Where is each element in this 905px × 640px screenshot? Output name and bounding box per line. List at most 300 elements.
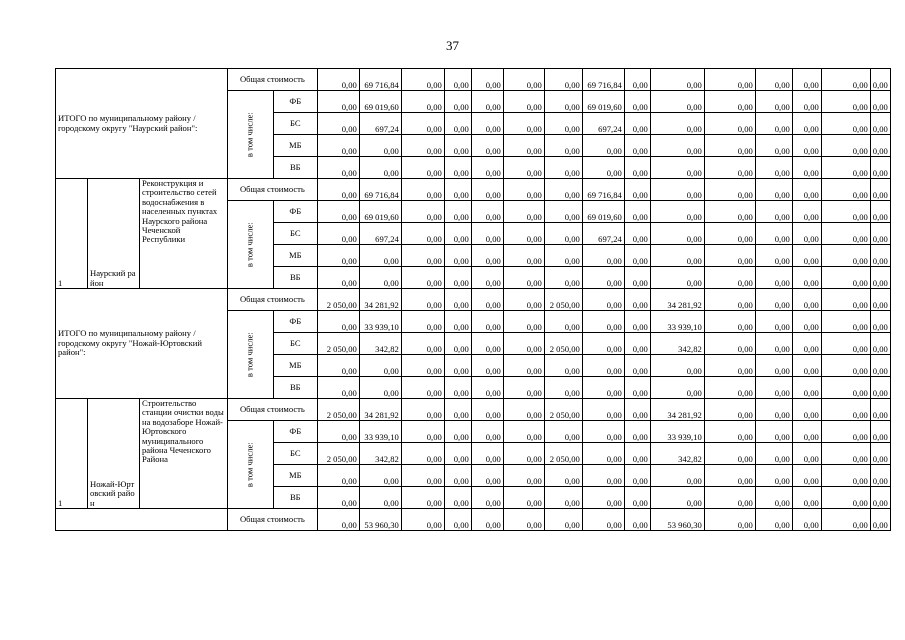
- district-name: Ножай-Юртовский район: [88, 399, 140, 509]
- value-cell: 0,00: [792, 289, 821, 311]
- value-cell: 0,00: [317, 135, 359, 157]
- value-cell: 0,00: [471, 377, 503, 399]
- value-cell: 0,00: [755, 443, 792, 465]
- value-cell: 0,00: [503, 399, 544, 421]
- value-cell: 0,00: [503, 91, 544, 113]
- value-cell: 0,00: [870, 157, 890, 179]
- value-cell: 0,00: [503, 377, 544, 399]
- value-cell: 0,00: [503, 69, 544, 91]
- value-cell: 697,24: [359, 113, 401, 135]
- value-cell: 0,00: [755, 157, 792, 179]
- value-cell: 0,00: [444, 421, 471, 443]
- value-cell: 0,00: [704, 509, 755, 531]
- value-cell: 0,00: [317, 377, 359, 399]
- value-cell: 0,00: [792, 509, 821, 531]
- value-cell: 0,00: [582, 245, 624, 267]
- in-that-label: в том числе:: [244, 332, 255, 377]
- value-cell: 697,24: [359, 223, 401, 245]
- value-cell: 0,00: [471, 289, 503, 311]
- value-cell: 0,00: [650, 245, 704, 267]
- value-cell: 0,00: [870, 201, 890, 223]
- value-cell: 0,00: [503, 113, 544, 135]
- value-cell: 0,00: [544, 179, 582, 201]
- value-cell: 0,00: [503, 355, 544, 377]
- value-cell: 0,00: [544, 157, 582, 179]
- value-cell: 0,00: [624, 289, 650, 311]
- budget-table: [55, 68, 891, 531]
- value-cell: 0,00: [544, 509, 582, 531]
- value-cell: 0,00: [401, 311, 444, 333]
- value-cell: 0,00: [582, 487, 624, 509]
- value-cell: 0,00: [544, 377, 582, 399]
- value-cell: 0,00: [755, 91, 792, 113]
- value-cell: 0,00: [471, 91, 503, 113]
- funding-source-label: БС: [273, 443, 317, 465]
- value-cell: 0,00: [870, 245, 890, 267]
- value-cell: 0,00: [792, 377, 821, 399]
- value-cell: 0,00: [870, 267, 890, 289]
- district-name: Наурский район: [88, 179, 140, 289]
- value-cell: 0,00: [704, 465, 755, 487]
- value-cell: 0,00: [503, 245, 544, 267]
- value-cell: 0,00: [792, 465, 821, 487]
- row-number: 1: [56, 179, 88, 289]
- page-number: 37: [446, 38, 459, 53]
- value-cell: 0,00: [755, 399, 792, 421]
- value-cell: 0,00: [704, 69, 755, 91]
- value-cell: 342,82: [650, 333, 704, 355]
- value-cell: 0,00: [317, 465, 359, 487]
- value-cell: 0,00: [755, 135, 792, 157]
- value-cell: 0,00: [444, 223, 471, 245]
- value-cell: 69 716,84: [582, 69, 624, 91]
- value-cell: 0,00: [650, 487, 704, 509]
- value-cell: 0,00: [359, 157, 401, 179]
- value-cell: 2 050,00: [544, 443, 582, 465]
- value-cell: 0,00: [755, 509, 792, 531]
- value-cell: 69 019,60: [582, 91, 624, 113]
- funding-source-label: ВБ: [273, 267, 317, 289]
- value-cell: 0,00: [624, 91, 650, 113]
- total-cost-label: Общая стоимость: [228, 69, 318, 91]
- value-cell: 0,00: [401, 421, 444, 443]
- value-cell: 0,00: [401, 509, 444, 531]
- funding-source-label: ФБ: [273, 91, 317, 113]
- value-cell: 0,00: [624, 333, 650, 355]
- value-cell: 0,00: [792, 311, 821, 333]
- value-cell: 0,00: [704, 179, 755, 201]
- value-cell: 0,00: [401, 443, 444, 465]
- value-cell: 0,00: [401, 179, 444, 201]
- value-cell: 0,00: [317, 179, 359, 201]
- value-cell: 0,00: [792, 223, 821, 245]
- value-cell: 0,00: [317, 201, 359, 223]
- funding-source-label: ФБ: [273, 421, 317, 443]
- value-cell: 0,00: [503, 179, 544, 201]
- value-cell: 0,00: [401, 157, 444, 179]
- total-cost-label: Общая стоимость: [228, 179, 318, 201]
- value-cell: 0,00: [792, 487, 821, 509]
- value-cell: 0,00: [704, 201, 755, 223]
- funding-source-label: ВБ: [273, 487, 317, 509]
- value-cell: 0,00: [821, 399, 870, 421]
- in-that-label: в том числе:: [244, 442, 255, 487]
- value-cell: 0,00: [471, 333, 503, 355]
- value-cell: 0,00: [471, 311, 503, 333]
- value-cell: 0,00: [624, 267, 650, 289]
- in-that-cell: [228, 91, 274, 179]
- value-cell: 0,00: [792, 399, 821, 421]
- value-cell: 0,00: [444, 245, 471, 267]
- value-cell: 0,00: [650, 135, 704, 157]
- value-cell: 0,00: [582, 465, 624, 487]
- value-cell: 0,00: [444, 399, 471, 421]
- table-row: [56, 509, 891, 531]
- value-cell: 0,00: [755, 355, 792, 377]
- value-cell: 0,00: [870, 223, 890, 245]
- value-cell: 0,00: [650, 91, 704, 113]
- value-cell: 342,82: [359, 443, 401, 465]
- value-cell: 0,00: [792, 201, 821, 223]
- value-cell: 53 960,30: [359, 509, 401, 531]
- value-cell: 0,00: [444, 267, 471, 289]
- value-cell: 0,00: [821, 333, 870, 355]
- value-cell: 0,00: [704, 399, 755, 421]
- value-cell: 0,00: [821, 267, 870, 289]
- value-cell: 0,00: [582, 157, 624, 179]
- table-row: [56, 179, 891, 201]
- value-cell: 0,00: [503, 487, 544, 509]
- value-cell: 0,00: [821, 421, 870, 443]
- value-cell: 0,00: [704, 135, 755, 157]
- value-cell: 0,00: [471, 157, 503, 179]
- value-cell: 0,00: [471, 355, 503, 377]
- value-cell: 0,00: [317, 311, 359, 333]
- value-cell: 0,00: [870, 135, 890, 157]
- value-cell: 0,00: [870, 399, 890, 421]
- value-cell: 0,00: [582, 443, 624, 465]
- value-cell: 0,00: [624, 399, 650, 421]
- value-cell: 0,00: [471, 113, 503, 135]
- funding-source-label: ВБ: [273, 157, 317, 179]
- value-cell: 0,00: [650, 377, 704, 399]
- value-cell: 34 281,92: [650, 289, 704, 311]
- value-cell: 0,00: [704, 311, 755, 333]
- value-cell: 0,00: [792, 443, 821, 465]
- value-cell: 0,00: [624, 509, 650, 531]
- value-cell: 0,00: [503, 157, 544, 179]
- value-cell: 0,00: [444, 487, 471, 509]
- value-cell: 0,00: [870, 179, 890, 201]
- value-cell: 0,00: [755, 179, 792, 201]
- value-cell: 34 281,92: [359, 289, 401, 311]
- value-cell: 0,00: [870, 91, 890, 113]
- value-cell: 0,00: [401, 91, 444, 113]
- value-cell: 69 716,84: [359, 179, 401, 201]
- value-cell: 0,00: [471, 443, 503, 465]
- value-cell: 0,00: [821, 157, 870, 179]
- value-cell: 0,00: [444, 333, 471, 355]
- value-cell: 0,00: [792, 113, 821, 135]
- value-cell: 0,00: [317, 157, 359, 179]
- value-cell: 0,00: [624, 377, 650, 399]
- value-cell: 0,00: [624, 311, 650, 333]
- value-cell: 0,00: [471, 509, 503, 531]
- value-cell: 0,00: [444, 157, 471, 179]
- value-cell: 0,00: [821, 355, 870, 377]
- value-cell: 342,82: [359, 333, 401, 355]
- value-cell: 0,00: [821, 289, 870, 311]
- value-cell: 0,00: [755, 201, 792, 223]
- value-cell: 0,00: [444, 91, 471, 113]
- value-cell: 34 281,92: [359, 399, 401, 421]
- value-cell: 0,00: [821, 509, 870, 531]
- value-cell: 0,00: [821, 487, 870, 509]
- funding-source-label: БС: [273, 113, 317, 135]
- value-cell: 0,00: [317, 113, 359, 135]
- value-cell: 0,00: [401, 267, 444, 289]
- row-number: 1: [56, 399, 88, 509]
- value-cell: 0,00: [503, 311, 544, 333]
- value-cell: 0,00: [317, 355, 359, 377]
- value-cell: 0,00: [792, 421, 821, 443]
- value-cell: 0,00: [704, 113, 755, 135]
- value-cell: 0,00: [870, 289, 890, 311]
- total-cost-label: Общая стоимость: [228, 509, 318, 531]
- value-cell: 0,00: [503, 201, 544, 223]
- final-row-empty: [56, 509, 228, 531]
- value-cell: 2 050,00: [317, 333, 359, 355]
- value-cell: 0,00: [544, 355, 582, 377]
- value-cell: 0,00: [821, 135, 870, 157]
- value-cell: 0,00: [650, 113, 704, 135]
- value-cell: 0,00: [870, 487, 890, 509]
- value-cell: 0,00: [870, 311, 890, 333]
- in-that-cell: [228, 421, 274, 509]
- value-cell: 0,00: [444, 289, 471, 311]
- value-cell: 0,00: [650, 465, 704, 487]
- funding-source-label: МБ: [273, 135, 317, 157]
- object-name: Реконструкция и строительство сетей водоснабжения в населенных пунктах Наурского района Чеченской Республики: [140, 179, 228, 289]
- total-cost-label: Общая стоимость: [228, 399, 318, 421]
- table-row: [56, 289, 891, 311]
- value-cell: 0,00: [444, 377, 471, 399]
- value-cell: 2 050,00: [317, 399, 359, 421]
- value-cell: 33 939,10: [359, 311, 401, 333]
- in-that-cell: [228, 201, 274, 289]
- value-cell: 0,00: [704, 377, 755, 399]
- value-cell: 0,00: [755, 377, 792, 399]
- value-cell: 0,00: [503, 509, 544, 531]
- funding-source-label: ФБ: [273, 311, 317, 333]
- value-cell: 0,00: [582, 289, 624, 311]
- value-cell: 0,00: [821, 201, 870, 223]
- value-cell: 0,00: [544, 91, 582, 113]
- value-cell: 0,00: [821, 443, 870, 465]
- value-cell: 0,00: [503, 135, 544, 157]
- value-cell: 0,00: [401, 289, 444, 311]
- table-row: [56, 399, 891, 421]
- value-cell: 0,00: [870, 377, 890, 399]
- value-cell: 0,00: [704, 421, 755, 443]
- value-cell: 0,00: [755, 465, 792, 487]
- value-cell: 0,00: [444, 311, 471, 333]
- value-cell: 0,00: [624, 245, 650, 267]
- value-cell: 0,00: [444, 465, 471, 487]
- value-cell: 0,00: [792, 157, 821, 179]
- value-cell: 0,00: [755, 245, 792, 267]
- value-cell: 0,00: [317, 245, 359, 267]
- value-cell: 0,00: [650, 179, 704, 201]
- value-cell: 0,00: [624, 179, 650, 201]
- value-cell: 0,00: [624, 487, 650, 509]
- value-cell: 0,00: [503, 421, 544, 443]
- value-cell: 0,00: [704, 355, 755, 377]
- value-cell: 0,00: [471, 487, 503, 509]
- value-cell: 2 050,00: [544, 289, 582, 311]
- in-that-cell: [228, 311, 274, 399]
- value-cell: 0,00: [755, 421, 792, 443]
- value-cell: 0,00: [359, 245, 401, 267]
- value-cell: 0,00: [755, 289, 792, 311]
- value-cell: 0,00: [582, 399, 624, 421]
- value-cell: 69 019,60: [359, 201, 401, 223]
- value-cell: 0,00: [401, 377, 444, 399]
- funding-source-label: БС: [273, 223, 317, 245]
- value-cell: 0,00: [792, 355, 821, 377]
- value-cell: 0,00: [870, 443, 890, 465]
- value-cell: 0,00: [650, 201, 704, 223]
- value-cell: 0,00: [624, 113, 650, 135]
- value-cell: 0,00: [317, 487, 359, 509]
- value-cell: 34 281,92: [650, 399, 704, 421]
- value-cell: 0,00: [870, 113, 890, 135]
- value-cell: 0,00: [317, 421, 359, 443]
- value-cell: 0,00: [755, 69, 792, 91]
- value-cell: 69 716,84: [359, 69, 401, 91]
- value-cell: 2 050,00: [544, 399, 582, 421]
- value-cell: 0,00: [359, 377, 401, 399]
- value-cell: 0,00: [444, 179, 471, 201]
- value-cell: 0,00: [792, 333, 821, 355]
- value-cell: 0,00: [870, 69, 890, 91]
- value-cell: 0,00: [792, 69, 821, 91]
- value-cell: 0,00: [359, 135, 401, 157]
- value-cell: 697,24: [582, 113, 624, 135]
- value-cell: 69 716,84: [582, 179, 624, 201]
- funding-source-label: МБ: [273, 245, 317, 267]
- value-cell: 69 019,60: [359, 91, 401, 113]
- value-cell: 0,00: [503, 289, 544, 311]
- value-cell: 0,00: [821, 91, 870, 113]
- value-cell: 0,00: [317, 267, 359, 289]
- in-that-label: в том числе:: [244, 222, 255, 267]
- value-cell: 0,00: [359, 267, 401, 289]
- value-cell: 0,00: [544, 69, 582, 91]
- value-cell: 0,00: [624, 135, 650, 157]
- value-cell: 0,00: [471, 223, 503, 245]
- value-cell: 0,00: [704, 245, 755, 267]
- value-cell: 0,00: [471, 421, 503, 443]
- value-cell: 0,00: [582, 509, 624, 531]
- value-cell: 0,00: [471, 135, 503, 157]
- value-cell: 0,00: [401, 465, 444, 487]
- value-cell: 69 019,60: [582, 201, 624, 223]
- value-cell: 0,00: [401, 355, 444, 377]
- value-cell: 0,00: [792, 179, 821, 201]
- value-cell: 0,00: [444, 443, 471, 465]
- value-cell: 0,00: [401, 333, 444, 355]
- block-total-title: ИТОГО по муниципальному району / городскому округу "Ножай-Юртовский район":: [56, 289, 228, 399]
- value-cell: 0,00: [471, 179, 503, 201]
- value-cell: 33 939,10: [650, 311, 704, 333]
- value-cell: 0,00: [359, 465, 401, 487]
- value-cell: 0,00: [444, 355, 471, 377]
- value-cell: 33 939,10: [650, 421, 704, 443]
- value-cell: 0,00: [582, 267, 624, 289]
- value-cell: 0,00: [503, 465, 544, 487]
- value-cell: 0,00: [544, 135, 582, 157]
- value-cell: 0,00: [444, 113, 471, 135]
- value-cell: 0,00: [821, 245, 870, 267]
- value-cell: 0,00: [704, 267, 755, 289]
- value-cell: 0,00: [792, 245, 821, 267]
- value-cell: 342,82: [650, 443, 704, 465]
- value-cell: 0,00: [624, 355, 650, 377]
- value-cell: 0,00: [544, 311, 582, 333]
- value-cell: 0,00: [755, 267, 792, 289]
- value-cell: 0,00: [544, 421, 582, 443]
- value-cell: 0,00: [544, 245, 582, 267]
- funding-source-label: ФБ: [273, 201, 317, 223]
- value-cell: 0,00: [624, 443, 650, 465]
- value-cell: 0,00: [704, 333, 755, 355]
- value-cell: 0,00: [359, 355, 401, 377]
- value-cell: 0,00: [317, 69, 359, 91]
- value-cell: 0,00: [544, 113, 582, 135]
- value-cell: 0,00: [503, 267, 544, 289]
- value-cell: 0,00: [650, 355, 704, 377]
- value-cell: 0,00: [650, 267, 704, 289]
- value-cell: 2 050,00: [544, 333, 582, 355]
- value-cell: 0,00: [870, 465, 890, 487]
- total-cost-label: Общая стоимость: [228, 289, 318, 311]
- value-cell: 0,00: [704, 91, 755, 113]
- value-cell: 0,00: [471, 267, 503, 289]
- value-cell: 0,00: [650, 157, 704, 179]
- funding-source-label: ВБ: [273, 377, 317, 399]
- value-cell: 0,00: [821, 223, 870, 245]
- value-cell: 0,00: [870, 421, 890, 443]
- value-cell: 0,00: [471, 465, 503, 487]
- value-cell: 0,00: [792, 91, 821, 113]
- value-cell: 53 960,30: [650, 509, 704, 531]
- value-cell: 2 050,00: [317, 443, 359, 465]
- value-cell: 0,00: [624, 223, 650, 245]
- value-cell: 0,00: [401, 69, 444, 91]
- value-cell: 0,00: [444, 509, 471, 531]
- in-that-label: в том числе:: [244, 112, 255, 157]
- value-cell: 0,00: [650, 223, 704, 245]
- value-cell: 0,00: [755, 311, 792, 333]
- value-cell: 0,00: [821, 465, 870, 487]
- value-cell: 0,00: [317, 91, 359, 113]
- block-total-title: ИТОГО по муниципальному району / городскому округу "Наурский район":: [56, 69, 228, 179]
- value-cell: 0,00: [401, 201, 444, 223]
- value-cell: 0,00: [870, 509, 890, 531]
- value-cell: 0,00: [444, 201, 471, 223]
- value-cell: 0,00: [401, 113, 444, 135]
